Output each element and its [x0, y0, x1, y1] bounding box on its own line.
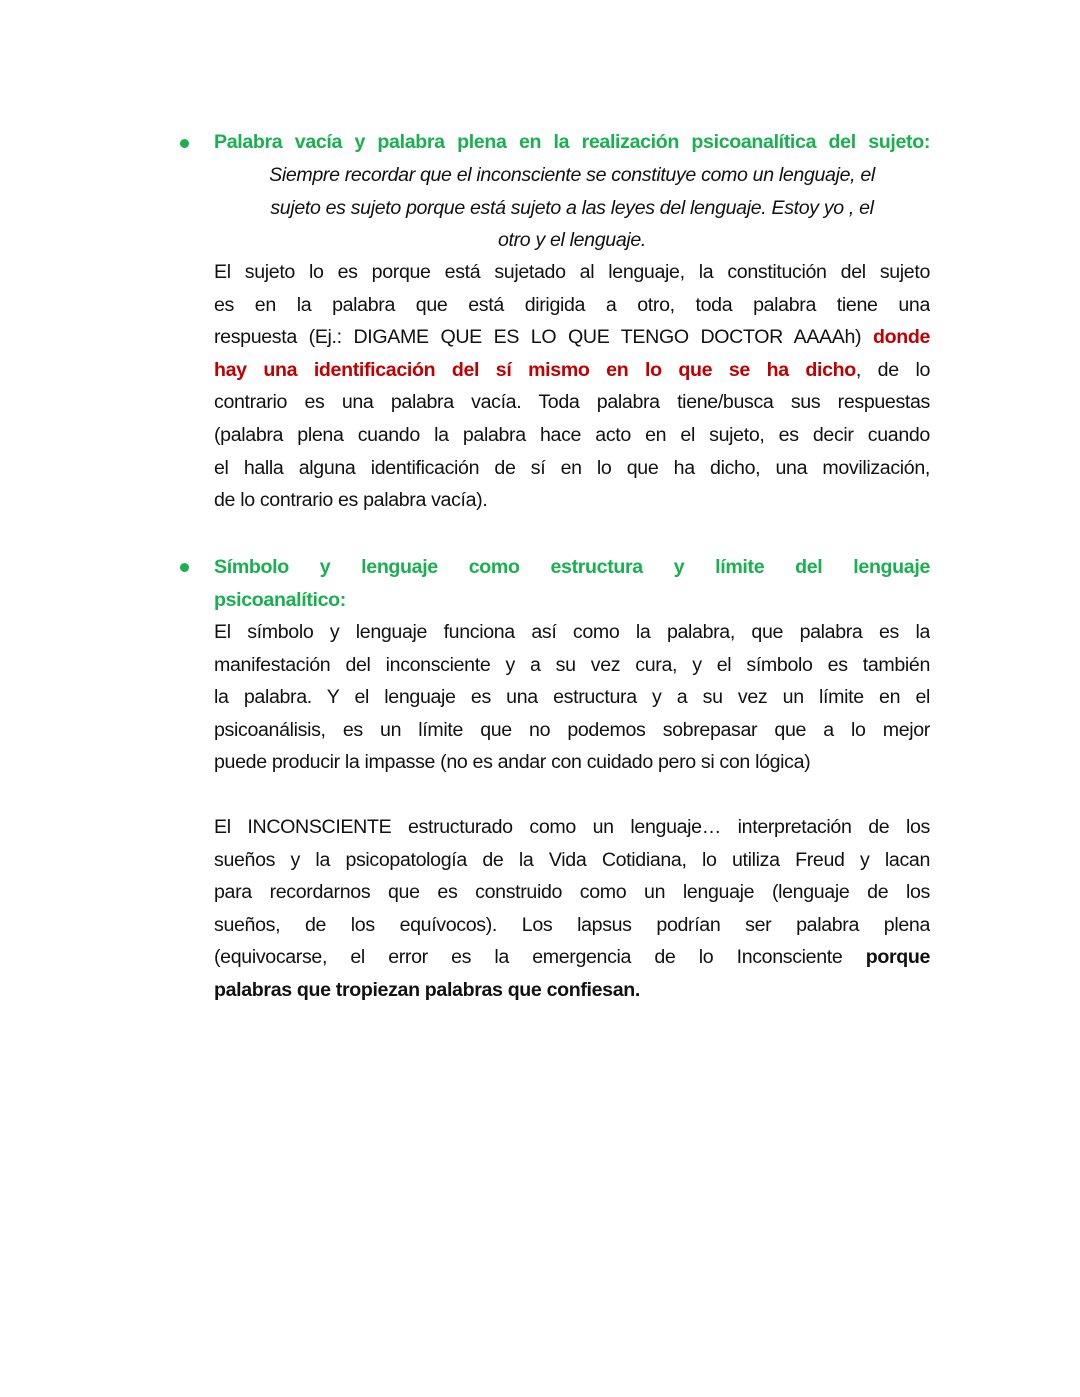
text-line [214, 256, 930, 289]
section2-heading [214, 551, 930, 616]
text-segment: de lo contrario es palabra vacía). [214, 489, 488, 512]
text-line [214, 681, 930, 714]
text-segment: (palabra plena cuando la palabra hace acto en el sujeto, es decir cuando [214, 423, 930, 446]
text-line [214, 616, 930, 649]
text-segment: el halla alguna identificación de sí en lo que ha dicho, una movilización, [214, 456, 930, 479]
text-segment: puede producir la impasse (no es andar con cuidado pero si con lógica) [214, 751, 811, 774]
text-line: otro y el lenguaje. [497, 229, 647, 252]
text-segment: manifestación del inconsciente y a su vez cura, y el símbolo es también [214, 653, 930, 676]
text-line: Palabra vacía y palabra plena en la realización psicoanalítica del sujeto: [214, 131, 930, 153]
text-line [214, 941, 930, 974]
text-segment: El sujeto lo es porque está sujetado al lenguaje, la constitución del sujeto [214, 261, 930, 283]
text-segment: la palabra. Y el lenguaje es una estructura y a su vez un límite en el [214, 686, 930, 709]
bullet-icon [180, 139, 189, 148]
highlighted-text: hay una identificación del sí mismo en lo que se ha dicho [214, 358, 856, 381]
text-line [214, 811, 930, 844]
text-line [214, 354, 930, 387]
text-segment: psicoanálisis, es un límite que no podemos sobrepasar que a lo mejor [214, 718, 930, 741]
section1-quote [214, 159, 930, 257]
text-line [214, 746, 930, 779]
text-line: Símbolo y lenguaje como estructura y límite del lenguaje [214, 556, 930, 578]
text-line [214, 484, 930, 517]
text-segment: respuesta (Ej.: DIGAME QUE ES LO QUE TENGO DOCTOR AAAAh) [214, 326, 873, 349]
text-line [214, 321, 930, 354]
text-segment: (equivocarse, el error es la emergencia de lo Inconsciente [214, 946, 866, 969]
section2-body2 [214, 811, 930, 1007]
text-line: sujeto es sujeto porque está sujeto a las leyes del lenguaje. Estoy yo , el [270, 196, 874, 219]
text-line [214, 386, 930, 419]
bold-text: porque [865, 946, 930, 969]
bold-text: palabras que tropiezan palabras que confiesan. [214, 978, 640, 1001]
text-line: Siempre recordar que el inconsciente se constituye como un lenguaje, el [269, 164, 875, 186]
text-line [214, 289, 930, 322]
highlighted-text: donde [872, 326, 930, 349]
text-segment: sueños y la psicopatología de la Vida Cotidiana, lo utiliza Freud y lacan [214, 848, 930, 871]
text-segment: , de lo [855, 358, 930, 381]
text-line [214, 974, 930, 1007]
text-line [214, 649, 930, 682]
text-segment: El INCONSCIENTE estructurado como un lenguaje… interpretación de los [214, 816, 930, 838]
text-segment: contrario es una palabra vacía. Toda palabra tiene/busca sus respuestas [214, 391, 930, 414]
section2-body [214, 616, 930, 779]
text-segment: para recordarnos que es construido como un lenguaje (lenguaje de los [214, 881, 930, 904]
text-line [214, 909, 930, 942]
text-line [214, 452, 930, 485]
text-line [214, 714, 930, 747]
text-line [214, 844, 930, 877]
text-line: psicoanalítico: [214, 588, 346, 611]
text-line [214, 419, 930, 452]
text-segment: El símbolo y lenguaje funciona así como la palabra, que palabra es la [214, 621, 930, 643]
bullet-icon [180, 563, 189, 572]
section1-body [214, 256, 930, 517]
text-line [214, 876, 930, 909]
section1-heading [214, 126, 930, 159]
text-segment: sueños, de los equívocos). Los lapsus podrían ser palabra plena [214, 913, 930, 936]
text-segment: es en la palabra que está dirigida a otro, toda palabra tiene una [214, 293, 930, 316]
